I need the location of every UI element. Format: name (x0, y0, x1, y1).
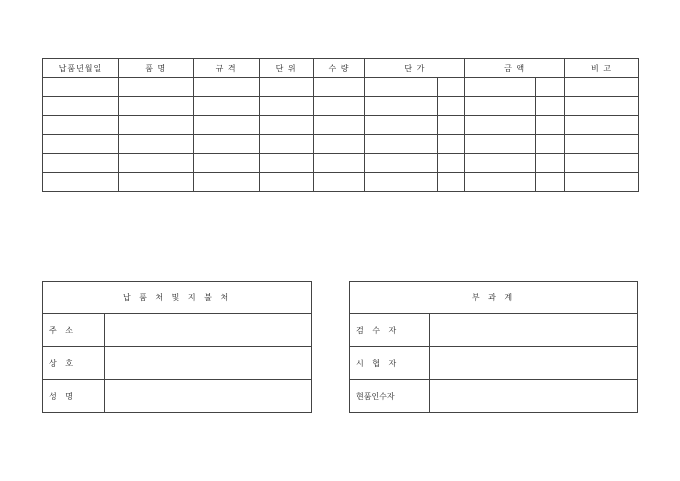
ledger-cell[interactable] (438, 135, 465, 154)
header-amount: 금 액 (465, 59, 565, 78)
ledger-cell[interactable] (438, 116, 465, 135)
ledger-cell[interactable] (43, 154, 119, 173)
ledger-row (43, 116, 639, 135)
ledger-cell[interactable] (259, 154, 313, 173)
company-field[interactable] (105, 347, 312, 380)
ledger-cell[interactable] (536, 116, 565, 135)
ledger-cell[interactable] (438, 97, 465, 116)
ledger-cell[interactable] (465, 135, 536, 154)
inspector-label: 검 수 자 (350, 314, 430, 347)
witness-field[interactable] (430, 347, 638, 380)
ledger-cell[interactable] (365, 116, 438, 135)
ledger-cell[interactable] (536, 97, 565, 116)
witness-label: 시 협 자 (350, 347, 430, 380)
ledger-cell[interactable] (465, 154, 536, 173)
ledger-cell[interactable] (313, 97, 365, 116)
ledger-cell[interactable] (193, 97, 259, 116)
supplier-row-address (43, 314, 312, 347)
ledger-cell[interactable] (193, 154, 259, 173)
ledger-cell[interactable] (118, 173, 193, 192)
ledger-cell[interactable] (118, 97, 193, 116)
supplier-title: 납 품 처 및 지 불 처 (43, 282, 312, 314)
header-price: 단 가 (365, 59, 465, 78)
header-qty: 수 량 (313, 59, 365, 78)
dept-row-witness (350, 347, 638, 380)
ledger-cell[interactable] (536, 78, 565, 97)
ledger-cell[interactable] (313, 173, 365, 192)
ledger-cell[interactable] (313, 135, 365, 154)
delivery-ledger-table (42, 58, 639, 192)
ledger-cell[interactable] (118, 135, 193, 154)
department-title: 부 과 계 (350, 282, 638, 314)
ledger-cell[interactable] (365, 173, 438, 192)
ledger-cell[interactable] (43, 116, 119, 135)
ledger-cell[interactable] (118, 154, 193, 173)
ledger-row (43, 97, 639, 116)
header-date: 납품년월일 (43, 59, 119, 78)
ledger-cell[interactable] (536, 173, 565, 192)
ledger-cell[interactable] (313, 116, 365, 135)
ledger-cell[interactable] (43, 78, 119, 97)
ledger-cell[interactable] (565, 116, 639, 135)
ledger-cell[interactable] (193, 135, 259, 154)
ledger-row (43, 173, 639, 192)
supplier-box (42, 281, 312, 413)
address-label: 주 소 (43, 314, 105, 347)
ledger-cell[interactable] (259, 116, 313, 135)
ledger-cell[interactable] (365, 97, 438, 116)
ledger-cell[interactable] (465, 97, 536, 116)
address-field[interactable] (105, 314, 312, 347)
header-item: 품 명 (118, 59, 193, 78)
ledger-cell[interactable] (465, 173, 536, 192)
ledger-cell[interactable] (565, 97, 639, 116)
header-note: 비 고 (565, 59, 639, 78)
ledger-cell[interactable] (536, 135, 565, 154)
receiver-field[interactable] (430, 380, 638, 413)
ledger-cell[interactable] (259, 97, 313, 116)
ledger-cell[interactable] (365, 135, 438, 154)
ledger-cell[interactable] (193, 116, 259, 135)
ledger-cell[interactable] (43, 135, 119, 154)
ledger-cell[interactable] (259, 135, 313, 154)
inspector-field[interactable] (430, 314, 638, 347)
ledger-cell[interactable] (565, 173, 639, 192)
name-label: 성 명 (43, 380, 105, 413)
company-label: 상 호 (43, 347, 105, 380)
dept-row-inspector (350, 314, 638, 347)
ledger-cell[interactable] (536, 154, 565, 173)
ledger-cell[interactable] (438, 78, 465, 97)
ledger-cell[interactable] (259, 173, 313, 192)
ledger-cell[interactable] (118, 78, 193, 97)
header-spec: 규 격 (193, 59, 259, 78)
ledger-cell[interactable] (465, 116, 536, 135)
ledger-row (43, 78, 639, 97)
ledger-cell[interactable] (313, 78, 365, 97)
receiver-label: 현품인수자 (350, 380, 430, 413)
ledger-header-row (43, 59, 639, 78)
ledger-cell[interactable] (43, 173, 119, 192)
ledger-cell[interactable] (259, 78, 313, 97)
name-field[interactable] (105, 380, 312, 413)
header-unit: 단 위 (259, 59, 313, 78)
ledger-cell[interactable] (565, 154, 639, 173)
ledger-cell[interactable] (193, 173, 259, 192)
ledger-cell[interactable] (565, 135, 639, 154)
ledger-cell[interactable] (193, 78, 259, 97)
ledger-cell[interactable] (438, 173, 465, 192)
ledger-row (43, 135, 639, 154)
ledger-cell[interactable] (565, 78, 639, 97)
ledger-cell[interactable] (465, 78, 536, 97)
supplier-row-name (43, 380, 312, 413)
ledger-cell[interactable] (313, 154, 365, 173)
supplier-row-company (43, 347, 312, 380)
dept-row-receiver (350, 380, 638, 413)
ledger-cell[interactable] (43, 97, 119, 116)
ledger-body (43, 78, 639, 192)
ledger-row (43, 154, 639, 173)
ledger-cell[interactable] (365, 154, 438, 173)
department-box (349, 281, 638, 413)
ledger-cell[interactable] (365, 78, 438, 97)
ledger-cell[interactable] (438, 154, 465, 173)
ledger-cell[interactable] (118, 116, 193, 135)
